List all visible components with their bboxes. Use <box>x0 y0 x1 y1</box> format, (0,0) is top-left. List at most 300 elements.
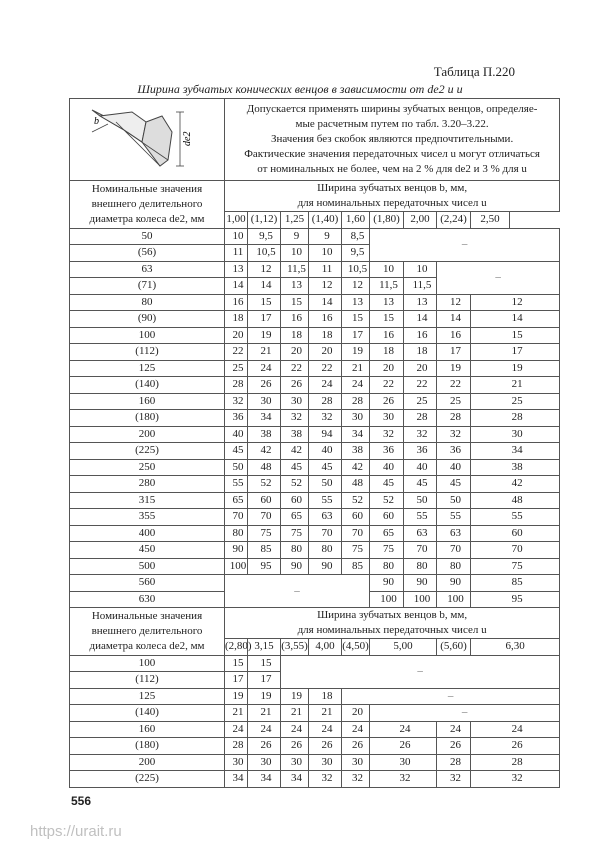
value-cell: 80 <box>309 542 342 559</box>
value-cell: 21 <box>342 360 370 377</box>
value-cell: 17 <box>248 672 281 689</box>
value-cell: 10 <box>404 261 437 278</box>
diameter-cell: 560 <box>70 575 225 592</box>
value-cell: 19 <box>437 360 471 377</box>
value-cell: 26 <box>342 738 370 755</box>
value-cell: 9 <box>309 228 342 245</box>
value-cell: 16 <box>437 327 471 344</box>
diameter-cell: 125 <box>70 360 225 377</box>
ratio-header: 2,00 <box>404 212 437 229</box>
value-cell: 30 <box>281 754 309 771</box>
ratio-header: (1,40) <box>309 212 342 229</box>
value-cell: 90 <box>281 558 309 575</box>
value-cell: 14 <box>225 278 248 295</box>
value-cell: 14 <box>437 311 471 328</box>
value-cell: 85 <box>471 575 560 592</box>
value-cell: 13 <box>342 294 370 311</box>
value-cell: 14 <box>404 311 437 328</box>
value-cell: 28 <box>471 410 560 427</box>
value-cell: 24 <box>342 721 370 738</box>
value-cell: 13 <box>404 294 437 311</box>
value-cell: 40 <box>437 459 471 476</box>
ratio-header: 1,60 <box>342 212 370 229</box>
dash-cell: – <box>225 575 370 608</box>
value-cell: 32 <box>225 393 248 410</box>
value-cell: 45 <box>370 476 404 493</box>
value-cell: 52 <box>370 492 404 509</box>
value-cell: 15 <box>342 311 370 328</box>
figure-label-b: b <box>94 116 99 127</box>
ratio-header: 5,00 <box>370 639 437 656</box>
value-cell: 30 <box>225 754 248 771</box>
value-cell: 45 <box>225 443 248 460</box>
value-cell: 20 <box>342 705 370 722</box>
value-cell: 21 <box>471 377 560 394</box>
value-cell: 10 <box>309 245 342 262</box>
value-cell: 34 <box>248 410 281 427</box>
value-cell: 42 <box>281 443 309 460</box>
value-cell: 26 <box>370 738 437 755</box>
table-row <box>70 393 560 410</box>
value-cell: 24 <box>281 721 309 738</box>
table-row <box>70 443 560 460</box>
value-cell: 28 <box>437 754 471 771</box>
table-row <box>70 525 560 542</box>
value-cell: 48 <box>342 476 370 493</box>
value-cell: 10,5 <box>342 261 370 278</box>
value-cell: 70 <box>225 509 248 526</box>
value-cell: 24 <box>309 377 342 394</box>
diameter-cell: 315 <box>70 492 225 509</box>
table-row <box>70 492 560 509</box>
value-cell: 40 <box>309 443 342 460</box>
ratio-header: 2,50 <box>471 212 510 229</box>
diameter-cell: (225) <box>70 771 225 788</box>
value-cell: 24 <box>471 721 560 738</box>
diameter-cell: 500 <box>70 558 225 575</box>
value-cell: 40 <box>370 459 404 476</box>
value-cell: 21 <box>248 705 281 722</box>
value-cell: 17 <box>342 327 370 344</box>
value-cell: 100 <box>225 558 248 575</box>
bevel-gear-figure <box>70 99 225 181</box>
ratio-header: 1,25 <box>281 212 309 229</box>
value-cell: 18 <box>309 688 342 705</box>
diameter-cell: 280 <box>70 476 225 493</box>
value-cell: 30 <box>342 754 370 771</box>
value-cell: 52 <box>342 492 370 509</box>
table-row <box>70 459 560 476</box>
value-cell: 10 <box>370 261 404 278</box>
value-cell: 10 <box>225 228 248 245</box>
diameter-cell: 400 <box>70 525 225 542</box>
value-cell: 8,5 <box>342 228 370 245</box>
value-cell: 70 <box>437 542 471 559</box>
diameter-cell: (140) <box>70 705 225 722</box>
diameter-cell: 630 <box>70 591 225 608</box>
value-cell: 32 <box>309 771 342 788</box>
value-cell: 80 <box>225 525 248 542</box>
value-cell: 20 <box>225 327 248 344</box>
value-cell: 20 <box>309 344 342 361</box>
value-cell: 28 <box>342 393 370 410</box>
dash-cell: – <box>370 705 560 722</box>
ratio-header: (2,24) <box>437 212 471 229</box>
table-row <box>70 738 560 755</box>
value-cell: 21 <box>248 344 281 361</box>
diameter-cell: 160 <box>70 393 225 410</box>
value-cell: 17 <box>248 311 281 328</box>
value-cell: 21 <box>281 705 309 722</box>
value-cell: 21 <box>309 705 342 722</box>
note-text: Допускается применять ширины зубчатых венцов, определяе- мые расчетным путем по табл. 3.20–3.22. Значения без скобок являются предпочтительными. Фактические значения передаточных чисел u могут отличаться от номинальных не более, чем на 2 % для de2 и 3 % для u <box>225 99 560 181</box>
width-table <box>69 98 560 788</box>
value-cell: 30 <box>370 410 404 427</box>
value-cell: 9,5 <box>248 228 281 245</box>
diameter-cell: 200 <box>70 754 225 771</box>
value-cell: 13 <box>225 261 248 278</box>
value-cell: 65 <box>225 492 248 509</box>
diameter-cell: 160 <box>70 721 225 738</box>
value-cell: 17 <box>437 344 471 361</box>
value-cell: 70 <box>309 525 342 542</box>
value-cell: 22 <box>309 360 342 377</box>
table-row <box>70 228 560 245</box>
table-row <box>70 575 560 592</box>
value-cell: 48 <box>248 459 281 476</box>
value-cell: 32 <box>309 410 342 427</box>
diameter-cell: 100 <box>70 655 225 672</box>
table-row <box>70 344 560 361</box>
value-cell: 30 <box>248 393 281 410</box>
value-cell: 65 <box>281 509 309 526</box>
value-cell: 28 <box>404 410 437 427</box>
value-cell: 24 <box>342 377 370 394</box>
value-cell: 30 <box>281 393 309 410</box>
value-cell: 30 <box>342 410 370 427</box>
value-cell: 36 <box>404 443 437 460</box>
table-row <box>70 294 560 311</box>
value-cell: 16 <box>404 327 437 344</box>
value-cell: 34 <box>471 443 560 460</box>
value-cell: 55 <box>437 509 471 526</box>
ratio-header: (5,60) <box>437 639 471 656</box>
value-cell: 14 <box>248 278 281 295</box>
value-cell: 16 <box>225 294 248 311</box>
value-cell: 9 <box>281 228 309 245</box>
value-cell: 25 <box>437 393 471 410</box>
value-cell: 12 <box>248 261 281 278</box>
value-cell: 90 <box>225 542 248 559</box>
value-cell: 75 <box>342 542 370 559</box>
value-cell: 60 <box>370 509 404 526</box>
value-cell: 32 <box>370 426 404 443</box>
ratio-header: (1,12) <box>248 212 281 229</box>
diameter-header: Номинальные значения внешнего делительного диаметра колеса de2, мм <box>70 608 225 656</box>
value-cell: 22 <box>281 360 309 377</box>
value-cell: 32 <box>342 771 370 788</box>
table-label: Таблица П.220 <box>433 64 515 79</box>
value-cell: 13 <box>281 278 309 295</box>
diameter-cell: 80 <box>70 294 225 311</box>
value-cell: 28 <box>225 377 248 394</box>
value-cell: 15 <box>370 311 404 328</box>
value-cell: 19 <box>248 327 281 344</box>
value-cell: 80 <box>437 558 471 575</box>
table-row <box>70 688 560 705</box>
value-cell: 32 <box>437 771 471 788</box>
value-cell: 32 <box>281 410 309 427</box>
ratio-header: (4,50) <box>342 639 370 656</box>
diameter-cell: 250 <box>70 459 225 476</box>
value-cell: 15 <box>281 294 309 311</box>
value-cell: 18 <box>309 327 342 344</box>
value-cell: 60 <box>471 525 560 542</box>
dash-cell: – <box>437 261 560 294</box>
value-cell: 28 <box>471 754 560 771</box>
value-cell: 30 <box>248 754 281 771</box>
value-cell: 13 <box>370 294 404 311</box>
bevel-gear-icon <box>72 102 222 172</box>
diameter-cell: 200 <box>70 426 225 443</box>
value-cell: 52 <box>281 476 309 493</box>
value-cell: 26 <box>281 738 309 755</box>
value-cell: 36 <box>225 410 248 427</box>
value-cell: 50 <box>404 492 437 509</box>
ratio-header: 4,00 <box>309 639 342 656</box>
value-cell: 28 <box>437 410 471 427</box>
page-number: 556 <box>71 794 92 808</box>
value-cell: 55 <box>225 476 248 493</box>
value-cell: 32 <box>404 426 437 443</box>
value-cell: 12 <box>437 294 471 311</box>
diameter-cell: 100 <box>70 327 225 344</box>
value-cell: 14 <box>309 294 342 311</box>
value-cell: 50 <box>309 476 342 493</box>
diameter-cell: 125 <box>70 688 225 705</box>
value-cell: 24 <box>225 721 248 738</box>
value-cell: 34 <box>281 771 309 788</box>
value-cell: 18 <box>281 327 309 344</box>
table-row <box>70 261 560 278</box>
value-cell: 25 <box>404 393 437 410</box>
value-cell: 19 <box>471 360 560 377</box>
value-cell: 45 <box>281 459 309 476</box>
value-cell: 70 <box>471 542 560 559</box>
value-cell: 15 <box>248 655 281 672</box>
value-cell: 85 <box>248 542 281 559</box>
value-cell: 42 <box>471 476 560 493</box>
value-cell: 15 <box>225 655 248 672</box>
value-cell: 85 <box>342 558 370 575</box>
table-row <box>70 377 560 394</box>
table-row <box>70 542 560 559</box>
value-cell: 32 <box>370 771 437 788</box>
value-cell: 42 <box>342 459 370 476</box>
value-cell: 90 <box>309 558 342 575</box>
value-cell: 15 <box>248 294 281 311</box>
value-cell: 100 <box>437 591 471 608</box>
value-cell: 100 <box>370 591 404 608</box>
value-cell: 18 <box>404 344 437 361</box>
value-cell: 45 <box>309 459 342 476</box>
diameter-cell: 50 <box>70 228 225 245</box>
diameter-cell: (180) <box>70 410 225 427</box>
table-row <box>70 327 560 344</box>
value-cell: 55 <box>309 492 342 509</box>
width-group-header: Ширина зубчатых венцов b, мм, для номинальных передаточных чисел u <box>225 608 560 639</box>
value-cell: 18 <box>225 311 248 328</box>
diameter-cell: 450 <box>70 542 225 559</box>
diameter-cell: 355 <box>70 509 225 526</box>
value-cell: 90 <box>437 575 471 592</box>
value-cell: 26 <box>248 377 281 394</box>
value-cell: 94 <box>309 426 342 443</box>
value-cell: 65 <box>370 525 404 542</box>
value-cell: 17 <box>471 344 560 361</box>
value-cell: 9,5 <box>342 245 370 262</box>
value-cell: 45 <box>437 476 471 493</box>
value-cell: 11 <box>225 245 248 262</box>
value-cell: 24 <box>248 721 281 738</box>
value-cell: 26 <box>437 738 471 755</box>
ratio-header: (2,80) <box>225 639 248 656</box>
value-cell: 24 <box>248 360 281 377</box>
value-cell: 26 <box>248 738 281 755</box>
value-cell: 63 <box>404 525 437 542</box>
value-cell: 12 <box>309 278 342 295</box>
value-cell: 34 <box>342 426 370 443</box>
table-row <box>70 311 560 328</box>
ratio-header: 6,30 <box>471 639 560 656</box>
value-cell: 26 <box>281 377 309 394</box>
diameter-cell: (140) <box>70 377 225 394</box>
value-cell: 16 <box>370 327 404 344</box>
value-cell: 38 <box>248 426 281 443</box>
value-cell: 14 <box>471 311 560 328</box>
value-cell: 19 <box>225 688 248 705</box>
value-cell: 60 <box>342 509 370 526</box>
value-cell: 16 <box>309 311 342 328</box>
value-cell: 26 <box>471 738 560 755</box>
value-cell: 19 <box>342 344 370 361</box>
value-cell: 100 <box>404 591 437 608</box>
value-cell: 80 <box>281 542 309 559</box>
dash-cell: – <box>370 228 560 261</box>
table-row <box>70 410 560 427</box>
value-cell: 50 <box>225 459 248 476</box>
ratio-header: (3,55) <box>281 639 309 656</box>
diameter-cell: (225) <box>70 443 225 460</box>
value-cell: 63 <box>437 525 471 542</box>
table-row <box>70 754 560 771</box>
value-cell: 20 <box>281 344 309 361</box>
value-cell: 36 <box>437 443 471 460</box>
value-cell: 24 <box>370 721 437 738</box>
value-cell: 30 <box>370 754 437 771</box>
value-cell: 70 <box>404 542 437 559</box>
value-cell: 60 <box>248 492 281 509</box>
value-cell: 30 <box>471 426 560 443</box>
table-row <box>70 360 560 377</box>
value-cell: 20 <box>370 360 404 377</box>
value-cell: 75 <box>248 525 281 542</box>
value-cell: 40 <box>404 459 437 476</box>
value-cell: 10,5 <box>248 245 281 262</box>
value-cell: 95 <box>248 558 281 575</box>
value-cell: 50 <box>437 492 471 509</box>
table-caption: Ширина зубчатых конических венцов в зависимости от de2 и u <box>137 82 463 96</box>
value-cell: 11 <box>309 261 342 278</box>
value-cell: 70 <box>248 509 281 526</box>
value-cell: 17 <box>225 672 248 689</box>
value-cell: 22 <box>370 377 404 394</box>
dash-cell: – <box>342 688 560 705</box>
table-row <box>70 705 560 722</box>
value-cell: 10 <box>281 245 309 262</box>
value-cell: 22 <box>437 377 471 394</box>
value-cell: 55 <box>471 509 560 526</box>
value-cell: 32 <box>437 426 471 443</box>
value-cell: 42 <box>248 443 281 460</box>
dash-cell: – <box>281 655 560 688</box>
value-cell: 38 <box>281 426 309 443</box>
diameter-cell: (112) <box>70 344 225 361</box>
value-cell: 48 <box>471 492 560 509</box>
value-cell: 34 <box>248 771 281 788</box>
value-cell: 30 <box>309 754 342 771</box>
width-group-header: Ширина зубчатых венцов b, мм, для номинальных передаточных чисел u <box>225 181 560 212</box>
value-cell: 60 <box>281 492 309 509</box>
value-cell: 22 <box>404 377 437 394</box>
diameter-cell: (56) <box>70 245 225 262</box>
value-cell: 28 <box>225 738 248 755</box>
value-cell: 45 <box>404 476 437 493</box>
diameter-header: Номинальные значения внешнего делительного диаметра колеса de2, мм <box>70 181 225 229</box>
value-cell: 16 <box>281 311 309 328</box>
diameter-cell: (180) <box>70 738 225 755</box>
table-row <box>70 509 560 526</box>
value-cell: 11,5 <box>370 278 404 295</box>
ratio-header: (1,80) <box>370 212 404 229</box>
value-cell: 52 <box>248 476 281 493</box>
value-cell: 38 <box>342 443 370 460</box>
value-cell: 63 <box>309 509 342 526</box>
value-cell: 11,5 <box>281 261 309 278</box>
value-cell: 12 <box>342 278 370 295</box>
value-cell: 75 <box>471 558 560 575</box>
table-row <box>70 655 560 672</box>
value-cell: 36 <box>370 443 404 460</box>
value-cell: 80 <box>404 558 437 575</box>
value-cell: 38 <box>471 459 560 476</box>
ratio-header: 3,15 <box>248 639 281 656</box>
value-cell: 40 <box>225 426 248 443</box>
value-cell: 11,5 <box>404 278 437 295</box>
value-cell: 21 <box>225 705 248 722</box>
value-cell: 15 <box>471 327 560 344</box>
value-cell: 70 <box>342 525 370 542</box>
value-cell: 18 <box>370 344 404 361</box>
figure-label-de2: de2 <box>182 131 193 146</box>
value-cell: 25 <box>471 393 560 410</box>
watermark: https://urait.ru <box>30 823 122 840</box>
value-cell: 19 <box>281 688 309 705</box>
value-cell: 80 <box>370 558 404 575</box>
value-cell: 12 <box>471 294 560 311</box>
table-row <box>70 721 560 738</box>
table-row <box>70 771 560 788</box>
